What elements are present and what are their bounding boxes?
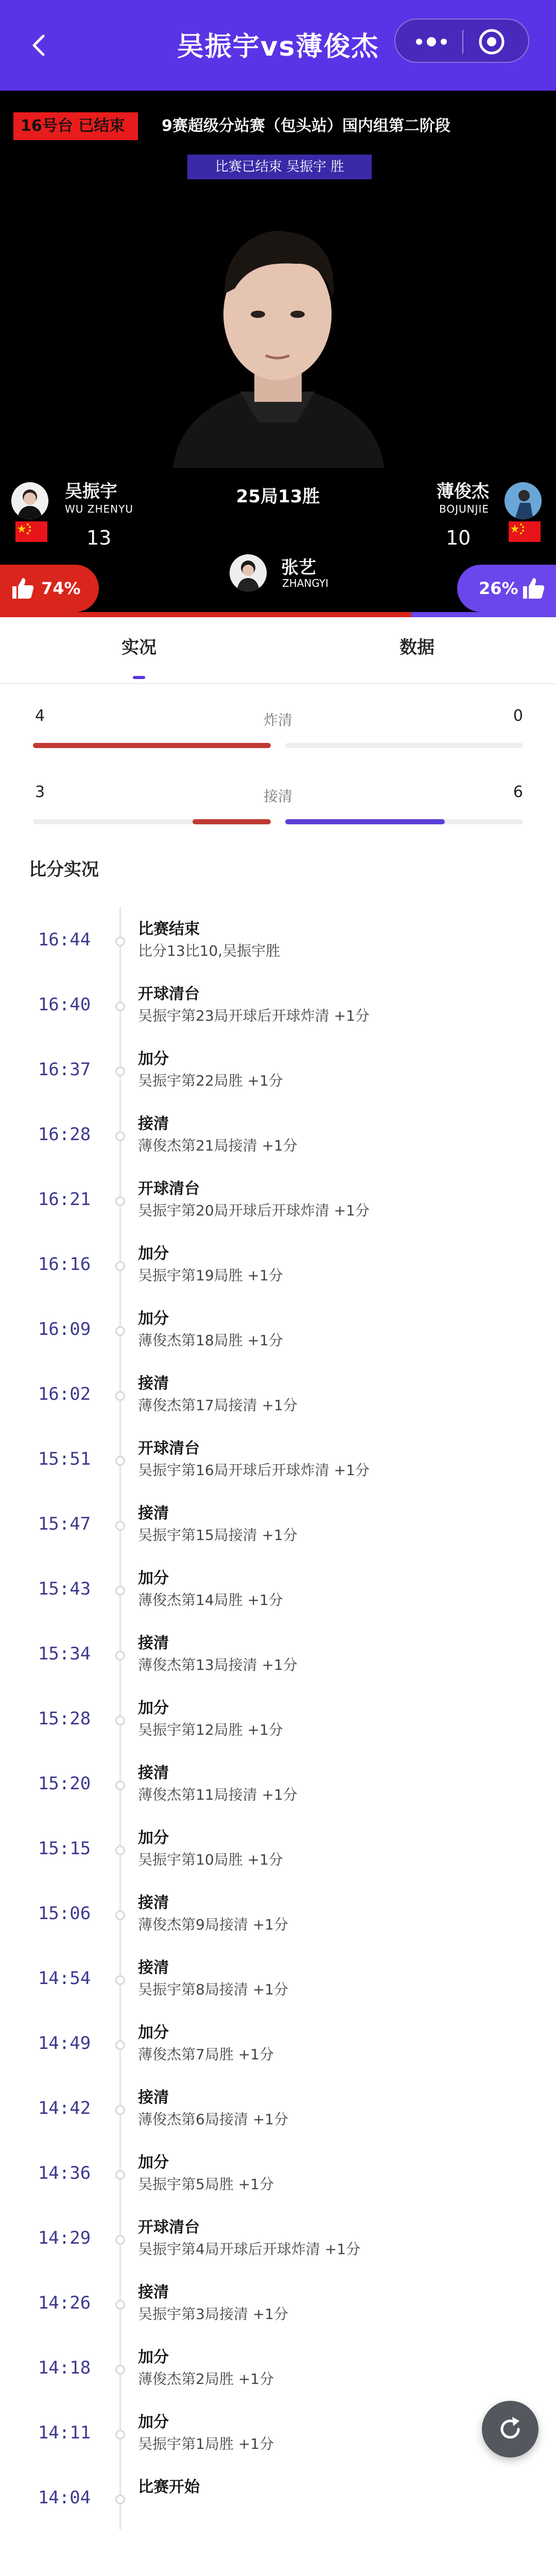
event-description: 薄俊杰第9局接清 +1分: [138, 1916, 288, 1933]
vote-split-bar: [0, 612, 556, 617]
timeline-event: [0, 2075, 556, 2140]
timeline-dot: [115, 1651, 125, 1660]
event-description: 薄俊杰第17局接清 +1分: [138, 1397, 298, 1414]
timeline-event: [0, 1751, 556, 1816]
event-time: 16:09: [38, 1319, 91, 1340]
timeline-dot: [115, 1781, 125, 1790]
timeline-dot: [115, 1586, 125, 1596]
event-description: 吴振宇第15局接清 +1分: [138, 1527, 298, 1544]
timeline-event: [0, 1361, 556, 1426]
event-description: 比分13比10,吴振宇胜: [138, 942, 281, 959]
stat-label: 接清: [263, 788, 292, 805]
timeline-dot: [115, 1521, 125, 1531]
match-hero: [0, 91, 556, 612]
thumbs-up-icon: [521, 576, 546, 601]
stat-left-fill: [33, 743, 271, 748]
event-title: 接清: [138, 1959, 169, 1977]
event-time: 16:21: [38, 1189, 91, 1210]
china-flag-icon: [509, 521, 541, 542]
player1-name-en: WU ZHENYU: [65, 503, 133, 515]
timeline-dot: [115, 2300, 125, 2310]
timeline-event: [0, 2205, 556, 2270]
event-time: 14:54: [38, 1968, 91, 1989]
thumbs-up-icon: [10, 576, 35, 601]
refresh-button[interactable]: [482, 2401, 538, 2458]
stat-right-track: [285, 819, 523, 824]
event-time: 15:06: [38, 1903, 91, 1924]
content-tabs: [0, 617, 556, 684]
refresh-icon: [495, 2414, 526, 2445]
event-description: 吴振宇第1局胜 +1分: [138, 2435, 274, 2452]
timeline-event: [0, 1880, 556, 1945]
event-time: 15:47: [38, 1514, 91, 1534]
tab-data-label: 数据: [399, 637, 435, 658]
vote-player2-button[interactable]: [457, 565, 556, 612]
event-title: 加分: [138, 1699, 169, 1717]
event-description: 吴振宇第19局胜 +1分: [138, 1267, 283, 1284]
timeline-dot: [115, 1066, 125, 1076]
event-description: 吴振宇第20局开球后开球炸清 +1分: [138, 1202, 370, 1219]
timeline-event: [0, 2465, 556, 2530]
capsule-divider: [462, 30, 463, 54]
vote-player2-percent: 26%: [479, 579, 518, 598]
event-title: 接清: [138, 1764, 169, 1782]
event-description: 吴振宇第5局胜 +1分: [138, 2176, 274, 2193]
event-description: 吴振宇第22局胜 +1分: [138, 1072, 283, 1089]
china-flag-icon: [15, 521, 47, 542]
event-description: 吴振宇第23局开球后开球炸清 +1分: [138, 1007, 370, 1024]
timeline-dot: [115, 1910, 125, 1920]
event-description: 吴振宇第3局接清 +1分: [138, 2306, 288, 2323]
event-time: 16:37: [38, 1059, 91, 1080]
timeline-event: [0, 1166, 556, 1231]
stat-break-clear: [33, 707, 523, 758]
event-description: 薄俊杰第13局接清 +1分: [138, 1656, 298, 1673]
vote-split-left: [0, 612, 411, 617]
timeline-dot: [115, 2235, 125, 2245]
timeline-event: [0, 1037, 556, 1101]
timeline-event: [0, 972, 556, 1037]
timeline-event: [0, 1621, 556, 1686]
player2-name-en: BOJUNJIE: [439, 503, 489, 515]
event-description: 吴振宇第12局胜 +1分: [138, 1721, 283, 1738]
stat-right-fill: [285, 819, 445, 824]
match-format: 25局13胜: [236, 486, 320, 507]
event-title: 接清: [138, 1504, 169, 1522]
stat-left-value: 4: [35, 707, 45, 725]
timeline-event: [0, 2270, 556, 2335]
player1-score: 13: [86, 527, 112, 549]
timeline-event: [0, 1231, 556, 1296]
vote-split-right: [411, 612, 556, 617]
event-time: 15:20: [38, 1773, 91, 1794]
timeline-dot: [115, 1391, 125, 1401]
event-description: 吴振宇第8局接清 +1分: [138, 1981, 288, 1998]
timeline-event: [0, 1101, 556, 1166]
event-title: 接清: [138, 2283, 169, 2301]
timeline-event: [0, 1945, 556, 2010]
stat-right-value: 6: [513, 783, 523, 801]
event-time: 14:18: [38, 2358, 91, 2378]
top-nav: [0, 0, 556, 91]
timeline-event: [0, 2400, 556, 2465]
event-title: 接清: [138, 1115, 169, 1133]
event-description: 薄俊杰第2局胜 +1分: [138, 2370, 274, 2387]
timeline-dot: [115, 1845, 125, 1855]
event-title: 加分: [138, 1310, 169, 1328]
mini-program-capsule: [394, 19, 529, 63]
referee-avatar: [230, 554, 267, 591]
vote-player1-percent: 74%: [41, 579, 81, 598]
player2-name: 薄俊杰: [437, 481, 489, 502]
tab-data[interactable]: [278, 617, 556, 684]
event-title: 加分: [138, 1245, 169, 1263]
stat-right-value: 0: [513, 707, 523, 725]
stat-left-track: [33, 819, 271, 824]
event-time: 14:42: [38, 2098, 91, 2119]
event-title: 加分: [138, 2413, 169, 2431]
event-title: 开球清台: [138, 1180, 200, 1198]
event-title: 接清: [138, 2089, 169, 2107]
event-title: 加分: [138, 2348, 169, 2366]
more-dots-icon[interactable]: [411, 33, 452, 50]
score-timeline: [0, 907, 556, 2530]
timeline-event: [0, 2010, 556, 2075]
timeline-dot: [115, 1002, 125, 1011]
event-title: 接清: [138, 1375, 169, 1393]
event-name: 9赛超级分站赛（包头站）国内组第二阶段: [162, 117, 450, 135]
event-time: 15:51: [38, 1449, 91, 1469]
target-icon[interactable]: [478, 28, 506, 56]
event-time: 14:29: [38, 2228, 91, 2248]
page-title: 吴振宇vs薄俊杰: [177, 31, 379, 62]
event-time: 16:02: [38, 1384, 91, 1404]
event-description: 薄俊杰第14局胜 +1分: [138, 1591, 283, 1608]
timeline-dot: [115, 1975, 125, 1985]
timeline-dot: [115, 2105, 125, 2115]
event-time: 14:49: [38, 2033, 91, 2054]
event-description: 吴振宇第4局开球后开球炸清 +1分: [138, 2241, 360, 2258]
result-banner: 比赛已结束 吴振宇 胜: [187, 155, 372, 179]
tab-live[interactable]: [0, 617, 278, 684]
timeline-event: [0, 1491, 556, 1556]
event-time: 14:26: [38, 2293, 91, 2313]
timeline-dot: [115, 2170, 125, 2180]
timeline-dot: [115, 2040, 125, 2050]
stat-left-value: 3: [35, 783, 45, 801]
event-title: 开球清台: [138, 1439, 200, 1458]
timeline-event: [0, 1556, 556, 1621]
timeline-event: [0, 2140, 556, 2205]
event-description: 薄俊杰第18局胜 +1分: [138, 1332, 283, 1349]
tab-live-label: 实况: [121, 637, 157, 658]
player2-score: 10: [446, 527, 471, 549]
event-title: 开球清台: [138, 2218, 200, 2236]
event-title: 接清: [138, 1634, 169, 1652]
event-time: 15:15: [38, 1838, 91, 1859]
table-status-badge: 16号台 已结束: [13, 112, 138, 140]
event-title: 比赛结束: [138, 920, 200, 938]
timeline-dot: [115, 1131, 125, 1141]
timeline-dot: [115, 1326, 125, 1336]
event-title: 加分: [138, 2024, 169, 2042]
event-description: 薄俊杰第11局接清 +1分: [138, 1786, 298, 1803]
event-title: 比赛开始: [138, 2478, 200, 2496]
stat-left-fill: [193, 819, 271, 824]
event-time: 15:34: [38, 1643, 91, 1664]
stat-right-track: [285, 743, 523, 748]
event-time: 16:16: [38, 1254, 91, 1275]
event-time: 15:28: [38, 1708, 91, 1729]
timeline-dot: [115, 1196, 125, 1206]
timeline-dot: [115, 1716, 125, 1725]
player-photo: [163, 206, 392, 468]
event-time: 16:28: [38, 1124, 91, 1145]
referee-name: 张艺: [281, 557, 316, 578]
tab-active-indicator: [133, 676, 145, 679]
event-title: 接清: [138, 1894, 169, 1912]
player1-name: 吴振宇: [65, 481, 117, 502]
event-title: 开球清台: [138, 985, 200, 1003]
timeline-event: [0, 907, 556, 972]
event-title: 加分: [138, 1050, 169, 1068]
referee-name-en: ZHANGYI: [282, 577, 328, 589]
event-time: 14:11: [38, 2422, 91, 2443]
timeline-event: [0, 1426, 556, 1491]
timeline-event: [0, 2335, 556, 2400]
stat-run-out: [33, 783, 523, 835]
timeline-dot: [115, 937, 125, 946]
event-time: 16:40: [38, 994, 91, 1015]
event-time: 16:44: [38, 929, 91, 950]
event-description: 薄俊杰第6局接清 +1分: [138, 2111, 288, 2128]
timeline-dot: [115, 2430, 125, 2439]
event-title: 加分: [138, 2154, 169, 2172]
event-title: 加分: [138, 1569, 169, 1587]
timeline-dot: [115, 2495, 125, 2504]
player2-avatar[interactable]: [505, 482, 542, 519]
event-description: 薄俊杰第7局胜 +1分: [138, 2046, 274, 2063]
timeline-dot: [115, 1261, 125, 1271]
stat-left-track: [33, 743, 271, 748]
event-description: 吴振宇第10局胜 +1分: [138, 1851, 283, 1868]
event-time: 14:04: [38, 2487, 91, 2508]
timeline-event: [0, 1296, 556, 1361]
event-title: 加分: [138, 1829, 169, 1847]
event-description: 吴振宇第16局开球后开球炸清 +1分: [138, 1462, 370, 1479]
timeline-event: [0, 1816, 556, 1880]
vote-player1-button[interactable]: [0, 565, 99, 612]
live-score-title: 比分实况: [29, 859, 99, 880]
timeline-dot: [115, 1456, 125, 1466]
stat-label: 炸清: [263, 711, 292, 728]
event-time: 15:43: [38, 1579, 91, 1599]
event-description: 薄俊杰第21局接清 +1分: [138, 1137, 298, 1154]
timeline-event: [0, 1686, 556, 1751]
event-time: 14:36: [38, 2163, 91, 2183]
timeline-dot: [115, 2365, 125, 2375]
